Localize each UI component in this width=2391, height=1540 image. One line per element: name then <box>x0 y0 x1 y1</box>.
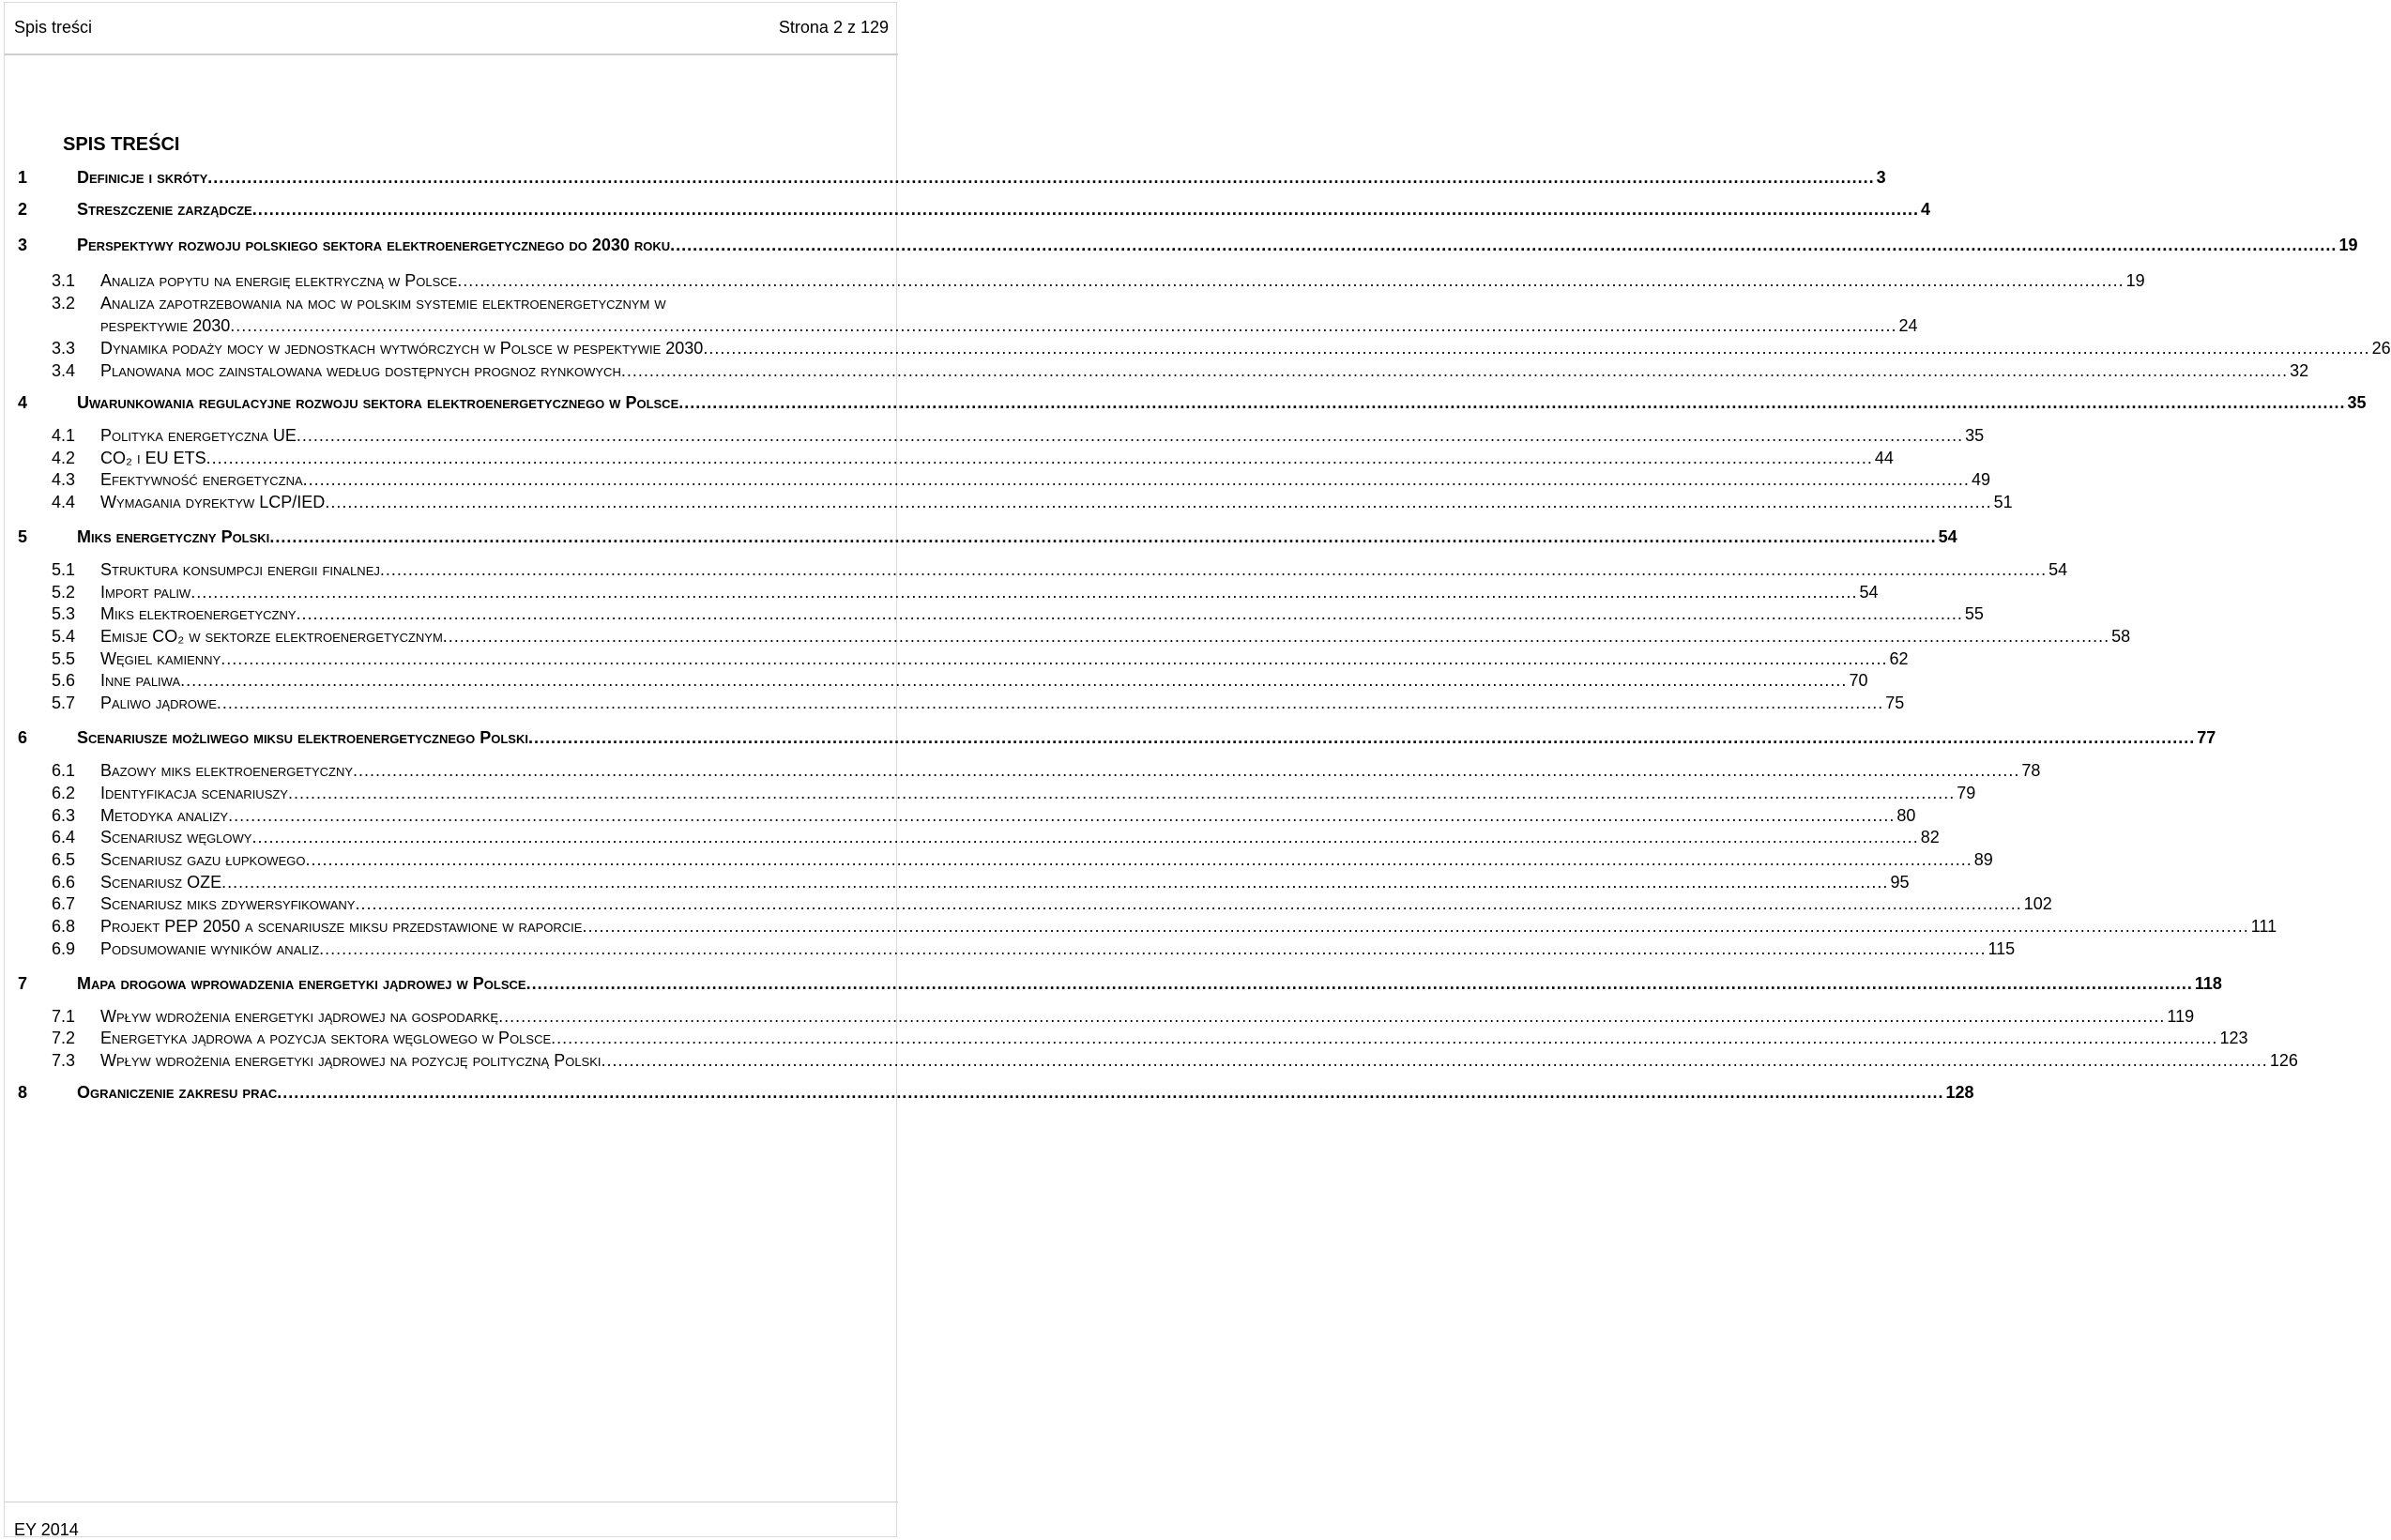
toc-entry-title: Analiza zapotrzebowania na moc w polskim systemie elektroenergetycznym w <box>100 294 666 313</box>
toc-entry-leader-line <box>77 165 1886 190</box>
toc-entry-title: CO₂ i EU ETS <box>100 449 206 467</box>
toc-entry-leader-line <box>100 358 2309 383</box>
toc-entry-title: Import paliw <box>100 583 191 602</box>
toc-dot-leader <box>703 336 2369 360</box>
toc-entry-page: 49 <box>1971 470 1990 489</box>
toc-dot-leader <box>230 313 1896 338</box>
toc-entry-page: 111 <box>2250 917 2277 936</box>
toc-section-entry[interactable] <box>5 358 2309 383</box>
header-section-title: Spis treści <box>14 18 93 37</box>
toc-entry-number: 6.7 <box>52 894 76 913</box>
toc-entry-leader-line <box>100 602 1984 626</box>
toc-entry-number: 5.7 <box>52 694 76 712</box>
toc-entry-number: 4.2 <box>52 449 76 467</box>
toc-entry-title: Scenariusze możliwego miksu elektroenergetycznego Polski <box>77 728 528 747</box>
toc-dot-leader <box>297 602 1963 626</box>
toc-dot-leader <box>288 781 1955 805</box>
toc-entry-number: 6.5 <box>52 850 76 869</box>
toc-entry-page: 102 <box>2023 894 2052 913</box>
toc-section-entry[interactable] <box>5 691 1905 715</box>
toc-entry-number: 7.1 <box>52 1007 76 1026</box>
toc-entry-leader-line <box>100 490 2013 514</box>
toc-entry-page: 26 <box>2371 339 2391 358</box>
toc-entry-leader-line <box>100 557 2068 582</box>
toc-entry-title: Emisje CO₂ w sektorze elektroenergetycznym <box>100 627 443 646</box>
toc-entry-leader-line <box>100 336 2391 360</box>
toc-entry-leader-line <box>100 1048 2298 1073</box>
page-frame <box>4 2 2391 1539</box>
toc-entry-number: 6.6 <box>52 873 76 892</box>
toc-entry-page: 58 <box>2111 627 2131 646</box>
toc-title: SPIS TREŚCI <box>63 134 180 155</box>
toc-dot-leader <box>297 423 1963 448</box>
toc-entry-page: 118 <box>2194 974 2222 993</box>
toc-entry-leader-line <box>100 937 2016 961</box>
toc-dot-leader <box>269 525 1936 549</box>
toc-dot-leader <box>353 758 2019 783</box>
toc-entry-title: Ograniczenie zakresu prac <box>77 1083 278 1102</box>
toc-section-entry[interactable] <box>5 336 2391 360</box>
toc-section-entry[interactable] <box>5 847 1993 872</box>
header-page-number: Strona 2 z 129 <box>778 18 889 37</box>
table-of-contents <box>5 3 2391 1504</box>
toc-dot-leader <box>305 847 1972 872</box>
toc-entry-number: 5.1 <box>52 560 76 579</box>
toc-entry-page: 35 <box>2347 393 2367 412</box>
toc-entry-title: Scenariusz gazu łupkowego <box>100 850 306 869</box>
toc-entry-number: 6.9 <box>52 939 76 958</box>
toc-entry-title: Dynamika podaży mocy w jednostkach wytwórczych w Polsce w pespektywie 2030 <box>100 339 704 358</box>
toc-entry-leader-line <box>100 423 1985 448</box>
toc-entry-title: Bazowy miks elektroenergetyczny <box>100 761 354 780</box>
toc-entry-number: 5.5 <box>52 649 76 668</box>
toc-dot-leader <box>602 1048 2268 1073</box>
toc-entry-number: 6 <box>18 728 28 747</box>
toc-entry-leader-line <box>100 691 1905 715</box>
toc-dot-leader <box>582 914 2248 938</box>
toc-entry-page: 24 <box>1898 316 1918 335</box>
toc-entry-page: 54 <box>1859 583 1879 602</box>
toc-entry-page: 77 <box>2197 728 2216 747</box>
toc-entry-number: 7.2 <box>52 1029 76 1047</box>
toc-section-entry[interactable] <box>5 825 1940 849</box>
toc-entry-number: 4.4 <box>52 493 76 511</box>
toc-entry-page: 19 <box>2125 271 2145 290</box>
toc-dot-leader <box>670 233 2337 257</box>
toc-entry-title: Definicje i skróty <box>77 168 208 187</box>
toc-entry-number: 6.4 <box>52 828 76 846</box>
toc-section-entry[interactable] <box>5 914 2277 938</box>
toc-entry-leader-line <box>77 971 2222 996</box>
toc-entry-number: 6.2 <box>52 784 76 802</box>
toc-entry-page: 70 <box>1849 671 1868 690</box>
toc-section-entry[interactable] <box>5 937 2016 961</box>
toc-entry-title: Uwarunkowania regulacyjne rozwoju sektora elektroenergetycznego w Polsce <box>77 393 679 412</box>
toc-dot-leader <box>217 691 1883 715</box>
toc-entry-title: Scenariusz węglowy <box>100 828 252 846</box>
toc-chapter-entry[interactable] <box>5 197 1931 221</box>
toc-entry-page: 51 <box>1993 493 2013 511</box>
toc-section-entry[interactable] <box>5 423 1985 448</box>
toc-entry-page: 54 <box>1938 527 1957 546</box>
toc-dot-leader <box>526 971 2193 996</box>
toc-dot-leader <box>621 358 2288 383</box>
toc-entry-leader-line <box>100 847 1993 872</box>
toc-entry-number: 5 <box>18 527 28 546</box>
toc-dot-leader <box>207 165 1874 190</box>
toc-entry-leader-line <box>100 758 2041 783</box>
toc-dot-leader <box>180 668 1847 693</box>
toc-entry-title: Wymagania dyrektyw LCP/IED <box>100 493 326 511</box>
toc-entry-leader-line <box>77 525 1957 549</box>
toc-entry-page: 80 <box>1896 806 1916 825</box>
toc-entry-title: Paliwo jądrowe <box>100 694 217 712</box>
toc-dot-leader <box>251 825 1918 849</box>
toc-entry-leader-line <box>100 467 1990 492</box>
toc-entry-page: 123 <box>2219 1029 2248 1047</box>
toc-entry-leader-line <box>77 233 2358 257</box>
toc-entry-number: 7 <box>18 974 28 993</box>
toc-section-entry[interactable] <box>5 602 1984 626</box>
toc-dot-leader <box>678 390 2345 415</box>
toc-entry-title: Scenariusz OZE <box>100 873 222 892</box>
toc-entry-page: 3 <box>1876 168 1886 187</box>
toc-dot-leader <box>355 892 2021 916</box>
toc-section-entry[interactable] <box>5 1026 2248 1050</box>
toc-entry-number: 5.2 <box>52 583 76 602</box>
toc-entry-number: 5.3 <box>52 604 76 623</box>
toc-chapter-entry[interactable] <box>5 390 2367 415</box>
toc-entry-leader-line <box>77 197 1931 221</box>
toc-entry-number: 7.3 <box>52 1051 76 1070</box>
toc-entry-leader-line <box>77 725 2216 750</box>
toc-entry-number: 6.1 <box>52 761 76 780</box>
toc-chapter-entry[interactable] <box>5 1080 1974 1105</box>
toc-entry-title: Planowana moc zainstalowana według dostępnych prognoz rynkowych <box>100 361 621 380</box>
toc-chapter-entry[interactable] <box>5 525 1957 549</box>
toc-entry-number: 5.4 <box>52 627 76 646</box>
toc-dot-leader <box>457 268 2124 293</box>
toc-entry-leader-line <box>100 892 2052 916</box>
toc-entry-title: Wpływ wdrożenia energetyki jądrowej na pozycję polityczną Polski <box>100 1051 602 1070</box>
toc-entry-page: 95 <box>1890 873 1910 892</box>
toc-entry-page: 62 <box>1889 649 1909 668</box>
toc-entry-page: 32 <box>2290 361 2309 380</box>
toc-dot-leader <box>443 624 2109 648</box>
toc-entry-number: 3 <box>18 236 28 254</box>
toc-section-entry[interactable] <box>5 467 1990 492</box>
toc-section-entry[interactable] <box>5 1048 2298 1073</box>
toc-entry-title: Efektywność energetyczna <box>100 470 303 489</box>
toc-entry-page: 55 <box>1964 604 1984 623</box>
toc-entry-number: 6.3 <box>52 806 76 825</box>
toc-entry-title: Miks elektroenergetyczny <box>100 604 297 623</box>
toc-chapter-entry[interactable] <box>5 233 2358 257</box>
toc-entry-page: 79 <box>1957 784 1976 802</box>
toc-entry-number: 3.1 <box>52 271 76 290</box>
toc-entry-leader-line <box>100 1026 2248 1050</box>
toc-entry-title: Polityka energetyczna UE <box>100 426 297 445</box>
toc-entry-title: Identyfikacja scenariuszy <box>100 784 288 802</box>
toc-entry-leader-line <box>100 781 1976 805</box>
toc-entry-leader-line <box>100 624 2131 648</box>
toc-dot-leader <box>252 197 1919 221</box>
toc-dot-leader <box>380 557 2047 582</box>
toc-entry-number: 6.8 <box>52 917 76 936</box>
toc-entry-title: Inne paliwa <box>100 671 181 690</box>
toc-entry-leader-line <box>100 668 1868 693</box>
toc-entry-number: 5.6 <box>52 671 76 690</box>
toc-entry-number: 8 <box>18 1083 28 1102</box>
toc-dot-leader <box>319 937 1986 961</box>
toc-entry-title: Metodyka analizy <box>100 806 229 825</box>
toc-chapter-entry[interactable] <box>5 725 2216 750</box>
toc-entry-page: 54 <box>2048 560 2068 579</box>
toc-section-entry[interactable] <box>5 291 898 315</box>
toc-entry-title: Struktura konsumpcji energii finalnej <box>100 560 380 579</box>
toc-entry-page: 119 <box>2167 1007 2195 1026</box>
toc-entry-number: 4 <box>18 393 28 412</box>
toc-entry-page: 126 <box>2269 1051 2298 1070</box>
toc-section-entry[interactable] <box>5 781 1976 805</box>
toc-section-entry[interactable] <box>5 490 2013 514</box>
toc-entry-title: Podsumowanie wyników analiz <box>100 939 320 958</box>
toc-entry-page: 128 <box>1945 1083 1974 1102</box>
toc-entry-leader-line <box>77 390 2367 415</box>
toc-entry-number: 3.4 <box>52 361 76 380</box>
toc-entry-number: 3.3 <box>52 339 76 358</box>
toc-entry-page: 4 <box>1921 200 1931 219</box>
toc-dot-leader <box>277 1080 1943 1105</box>
toc-entry-title: Energetyka jądrowa a pozycja sektora węglowego w Polsce <box>100 1029 552 1047</box>
toc-entry-title: Mapa drogowa wprowadzenia energetyki jądrowej w Polsce <box>77 974 526 993</box>
toc-entry-page: 35 <box>1965 426 1985 445</box>
toc-entry-title: Węgiel kamienny <box>100 649 221 668</box>
toc-section-entry-continuation[interactable] <box>5 313 1918 338</box>
toc-entry-title: Perspektywy rozwoju polskiego sektora elektroenergetycznego do 2030 roku <box>77 236 671 254</box>
toc-dot-leader <box>303 467 1970 492</box>
toc-entry-title: Analiza popytu na energię elektryczną w Polsce <box>100 271 458 290</box>
toc-entry-leader-line <box>100 914 2277 938</box>
toc-entry-page: 44 <box>1874 449 1894 467</box>
toc-entry-leader-line <box>77 1080 1974 1105</box>
toc-entry-title: Projekt PEP 2050 a scenariusze miksu przedstawione w raporcie <box>100 917 583 936</box>
toc-entry-page: 89 <box>1973 850 1993 869</box>
toc-entry-page: 115 <box>1987 939 2016 958</box>
toc-chapter-entry[interactable] <box>5 971 2222 996</box>
toc-entry-number: 4.1 <box>52 426 76 445</box>
toc-entry-title: Scenariusz miks zdywersyfikowany <box>100 894 356 913</box>
toc-dot-leader <box>325 490 1991 514</box>
toc-entry-title: Miks energetyczny Polski <box>77 527 270 546</box>
footer-text: EY 2014 <box>14 1520 79 1539</box>
toc-dot-leader <box>551 1026 2217 1050</box>
toc-section-entry[interactable] <box>5 892 2052 916</box>
toc-section-entry[interactable] <box>5 268 2145 293</box>
toc-entry-title: Wpływ wdrożenia energetyki jądrowej na gospodarkę <box>100 1007 499 1026</box>
toc-section-entry[interactable] <box>5 758 2041 783</box>
toc-entry-page: 82 <box>1920 828 1940 846</box>
toc-section-entry[interactable] <box>5 624 2131 648</box>
toc-entry-page: 78 <box>2021 761 2041 780</box>
toc-entry-number: 4.3 <box>52 470 76 489</box>
toc-entry-number: 2 <box>18 200 28 219</box>
toc-entry-title: Streszczenie zarządcze <box>77 200 252 219</box>
toc-entry-leader-line <box>100 825 1940 849</box>
toc-entry-leader-line <box>100 313 1918 338</box>
toc-entry-number: 1 <box>18 168 28 187</box>
toc-entry-number: 3.2 <box>52 294 76 313</box>
toc-entry-title-continued: pespektywie 2030 <box>100 316 231 335</box>
toc-entry-page: 19 <box>2338 236 2358 254</box>
toc-chapter-entry[interactable] <box>5 165 1886 190</box>
toc-dot-leader <box>528 725 2195 750</box>
toc-entry-leader-line <box>100 268 2145 293</box>
toc-entry-page: 75 <box>1885 694 1905 712</box>
toc-section-entry[interactable] <box>5 668 1868 693</box>
toc-section-entry[interactable] <box>5 557 2068 582</box>
